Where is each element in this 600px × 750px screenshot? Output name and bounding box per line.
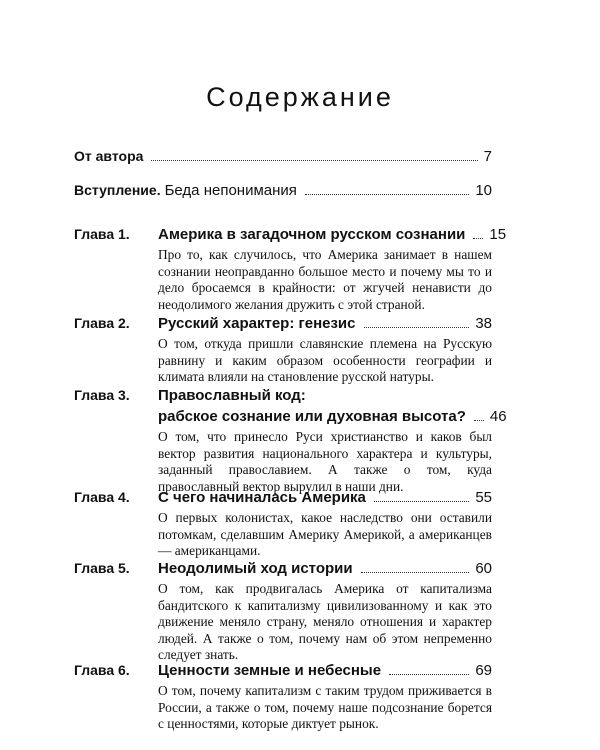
toc-entry-chapter-4[interactable]	[74, 487, 492, 560]
chapter-title: Русский характер: генезис	[158, 315, 356, 332]
chapter-description: О том, почему капитализм с таким трудом приживается в России, а также о том, почему наше подсознание борется с ценностями, которые диктует рынок.	[158, 683, 492, 731]
dot-leader	[361, 572, 470, 573]
chapter-title: Неодолимый ход истории	[158, 560, 353, 577]
dot-leader	[374, 501, 469, 502]
dot-leader	[389, 674, 469, 675]
entry-title: Беда непонимания	[164, 182, 297, 199]
dot-leader	[473, 238, 483, 239]
page-number: 69	[475, 662, 492, 679]
page-number: 46	[489, 408, 507, 425]
page-title: Содержание	[206, 82, 394, 112]
dot-leader	[364, 327, 470, 328]
chapter-label: Глава 2.	[74, 315, 130, 331]
dot-leader	[305, 194, 469, 195]
toc-entry-introduction[interactable]	[74, 180, 492, 201]
toc-entry-chapter-5[interactable]	[74, 558, 492, 664]
toc-entry-chapter-2[interactable]	[74, 313, 492, 386]
chapter-title: С чего начиналась Америка	[158, 489, 366, 506]
chapter-label: Глава 4.	[74, 489, 130, 505]
toc-entry-chapter-3[interactable]	[74, 385, 507, 495]
chapter-description: О том, как продвигалась Америка от капитализма бандитского к капитализму цивилизованному и как это движение меняло страну, меняло отношения и характер людей. А также о том, почему нам об этом непременно следует знать.	[158, 581, 492, 662]
chapter-title: Ценности земные и небесные	[158, 662, 382, 679]
chapter-description: О первых колонистах, какое наследство они оставили потомкам, сделавшим Америку Америкой, а американцев — американцами.	[158, 510, 492, 558]
toc-entry-chapter-1[interactable]	[74, 224, 507, 313]
chapter-title: Америка в загадочном русском сознании	[158, 226, 466, 243]
chapter-description: О том, откуда пришли славянские племена на Русскую равнину и каким образом особенности географии и климата влияли на становление русской натуры.	[158, 336, 492, 384]
chapter-description: О том, что принесло Руси христианство и каков был вектор развития национального характера и культуры, заданный православием. А также о том, куда православный вектор вырулил в наши дни.	[158, 429, 492, 494]
page-number: 38	[475, 315, 492, 332]
page-number: 55	[475, 489, 492, 506]
page-number: 15	[489, 226, 507, 243]
toc-entry-author-foreword[interactable]	[74, 146, 492, 167]
toc-entry-chapter-6[interactable]	[74, 660, 492, 733]
page-number: 7	[483, 148, 492, 165]
chapter-label: Глава 6.	[74, 662, 130, 678]
chapter-label: Глава 1.	[74, 226, 130, 242]
entry-label: От автора	[74, 148, 144, 164]
page-number: 10	[475, 182, 492, 199]
chapter-description: Про то, как случилось, что Америка занимает в нашем сознании неоправданно большое место и почему мы то и дело бросаемся в крайности: от жгучей ненависти до неодолимого желания дружить с этой страной.	[158, 247, 492, 312]
chapter-label: Глава 3.	[74, 387, 130, 403]
page-number: 60	[475, 560, 492, 577]
entry-label: Вступление.	[74, 182, 161, 198]
chapter-title-line-2: рабское сознание или духовная высота?	[158, 408, 466, 425]
dot-leader	[151, 160, 477, 161]
chapter-title-line-1: Православный код:	[158, 387, 306, 404]
dot-leader	[474, 420, 484, 421]
chapter-label: Глава 5.	[74, 560, 130, 576]
